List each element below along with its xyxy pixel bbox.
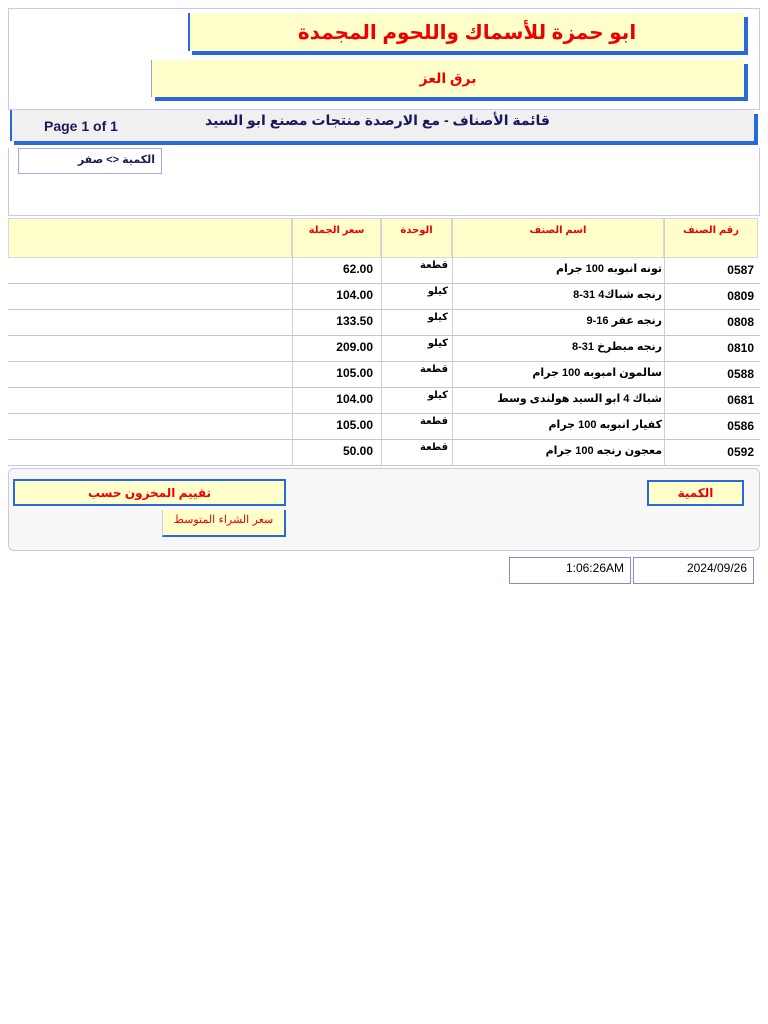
item-name: رنجه شباك4 31-8 bbox=[573, 289, 662, 301]
table-row bbox=[8, 284, 760, 310]
print-time: 1:06:26AM bbox=[509, 557, 631, 584]
item-price: 209.00 bbox=[336, 340, 373, 354]
page-indicator: Page 1 of 1 bbox=[44, 118, 118, 134]
item-name: رنجه مبطرخ 31-8 bbox=[571, 341, 662, 353]
item-name: معجون رنجه 100 جرام bbox=[545, 445, 662, 457]
item-code: 0808 bbox=[727, 315, 754, 329]
item-price: 104.00 bbox=[336, 392, 373, 406]
report-title: قائمة الأصناف - مع الارصدة منتجات مصنع ابو السيد bbox=[205, 112, 550, 128]
item-code: 0587 bbox=[727, 263, 754, 277]
table-row bbox=[8, 440, 760, 466]
header-empty-cell bbox=[8, 218, 292, 258]
item-name: سالمون امبوبه 100 جرام bbox=[532, 367, 662, 379]
header-name: اسم الصنف bbox=[452, 218, 664, 258]
quantity-label: الكمية bbox=[647, 480, 744, 506]
item-unit: قطعة bbox=[420, 364, 448, 375]
table-row bbox=[8, 258, 760, 284]
item-unit: قطعة bbox=[420, 260, 448, 271]
item-name: كفيار انبوبه 100 جرام bbox=[548, 419, 662, 431]
valuation-label: تقييم المخزون حسب bbox=[13, 479, 286, 506]
valuation-method: سعر الشراء المتوسط bbox=[162, 510, 286, 537]
filter-condition: الكمية <> صفر bbox=[18, 148, 162, 174]
item-unit: قطعة bbox=[420, 416, 448, 427]
print-date: 2024/09/26 bbox=[633, 557, 754, 584]
item-name: رنجه عفر 16-9 bbox=[586, 315, 662, 327]
item-code: 0809 bbox=[727, 289, 754, 303]
header-code: رقم الصنف bbox=[664, 218, 758, 258]
item-price: 104.00 bbox=[336, 288, 373, 302]
table-row bbox=[8, 336, 760, 362]
header-unit: الوحدة bbox=[381, 218, 452, 258]
item-unit: كيلو bbox=[427, 390, 448, 401]
item-code: 0588 bbox=[727, 367, 754, 381]
item-unit: قطعة bbox=[420, 442, 448, 453]
item-price: 105.00 bbox=[336, 366, 373, 380]
company-title: ابو حمزة للأسماك واللحوم المجمدة bbox=[188, 13, 744, 51]
item-code: 0681 bbox=[727, 393, 754, 407]
item-code: 0810 bbox=[727, 341, 754, 355]
item-unit: كيلو bbox=[427, 286, 448, 297]
table-row bbox=[8, 362, 760, 388]
item-price: 105.00 bbox=[336, 418, 373, 432]
branch-name: برق العز bbox=[151, 60, 744, 97]
table-row bbox=[8, 388, 760, 414]
table-row bbox=[8, 310, 760, 336]
item-unit: كيلو bbox=[427, 312, 448, 323]
item-unit: كيلو bbox=[427, 338, 448, 349]
item-name: تونه انبوبه 100 جرام bbox=[555, 263, 662, 275]
item-name: شباك 4 ابو السيد هولندى وسط bbox=[497, 393, 662, 405]
item-price: 133.50 bbox=[336, 314, 373, 328]
item-price: 50.00 bbox=[342, 444, 373, 458]
table-row bbox=[8, 414, 760, 440]
item-price: 62.00 bbox=[342, 262, 373, 276]
item-code: 0592 bbox=[727, 445, 754, 459]
header-price: سعر الجملة bbox=[292, 218, 381, 258]
item-code: 0586 bbox=[727, 419, 754, 433]
